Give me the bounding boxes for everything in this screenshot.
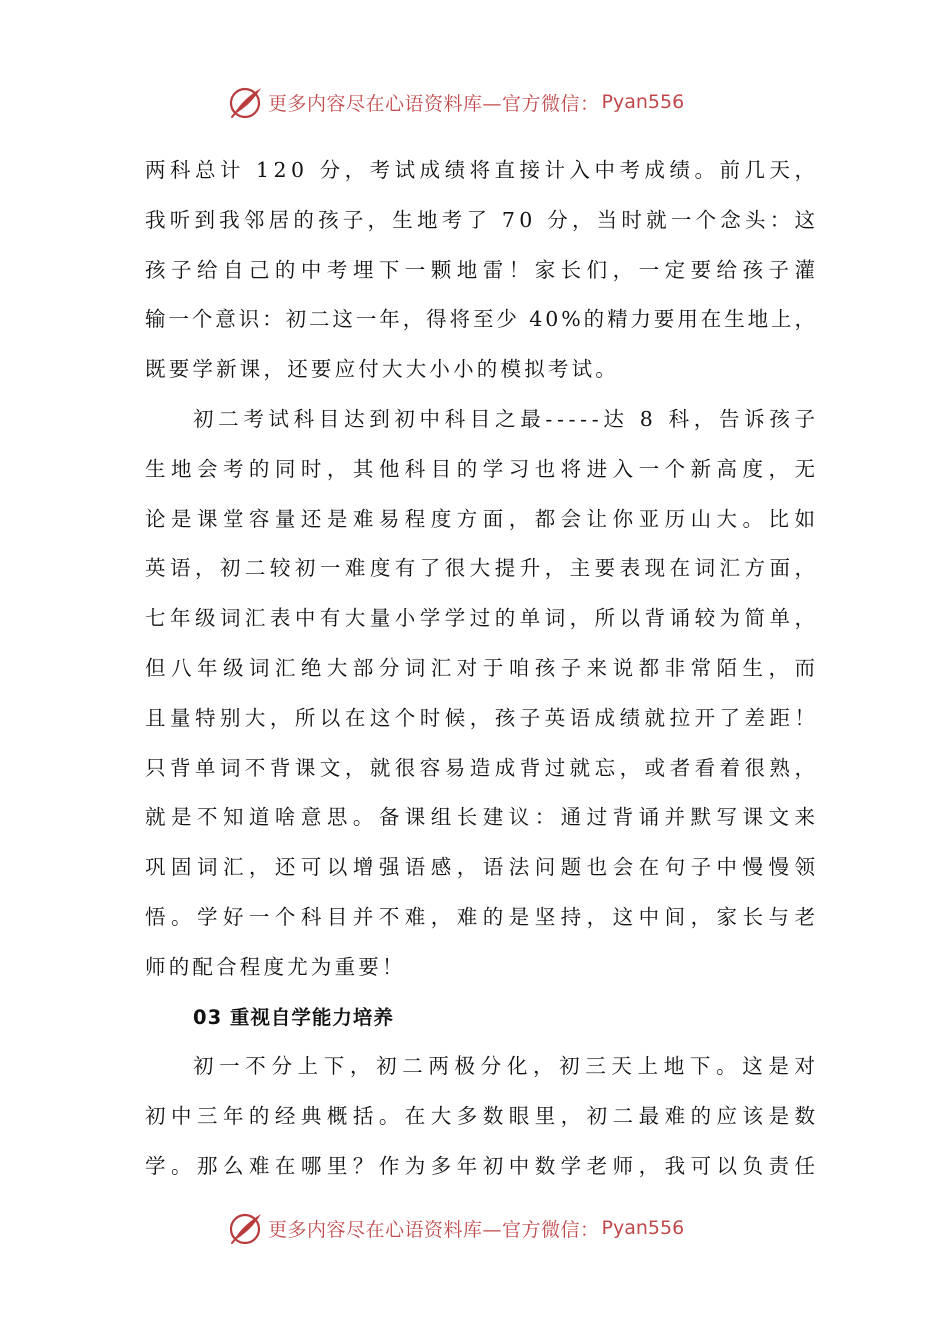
text-line: 英语，初二较初一难度有了很大提升，主要表现在词汇方面，: [145, 556, 820, 581]
text-line: 论是课堂容量还是难易程度方面，都会让你亚历山大。比如: [145, 506, 821, 531]
document-body: [145, 146, 821, 1192]
text-line: 师的配合程度尤为重要！: [145, 954, 406, 979]
text-line: 但八年级词汇绝大部分词汇对于咱孩子来说都非常陌生，而: [145, 655, 821, 680]
text-line: 就是不知道啥意思。备课组长建议：通过背诵并默写课文来: [145, 805, 821, 830]
text-line: 学。那么难在哪里？作为多年初中数学老师，我可以负责任: [145, 1153, 821, 1178]
text-line: 初中三年的经典概括。在大多数眼里，初二最难的应该是数: [145, 1104, 821, 1129]
text-line: 只背单词不背课文，就很容易造成背过就忘，或者看着很熟，: [145, 755, 820, 780]
text-line: 孩子给自己的中考埋下一颗地雷！家长们，一定要给孩子灌: [145, 257, 821, 282]
text-line: 悟。学好一个科目并不难，难的是坚持，这中间，家长与老: [145, 904, 821, 929]
text-line: 生地会考的同时，其他科目的学习也将进入一个新高度，无: [145, 456, 821, 481]
text-line: 两科总计 120 分，考试成绩将直接计入中考成绩。前几天，: [145, 158, 820, 182]
header-watermark: [228, 82, 728, 122]
text-line: 我听到我邻居的孩子，生地考了 70 分，当时就一个念头：这: [145, 207, 820, 232]
paragraph-first-line: 初一不分上下，初二两极分化，初三天上地下。这是对: [193, 1054, 821, 1079]
text-line: 巩固词汇，还可以增强语感，语法问题也会在句子中慢慢领: [145, 855, 821, 880]
quill-logo-icon: [228, 1210, 264, 1246]
text-line: 既要学新课，还要应付大大小小的模拟考试。: [145, 357, 619, 382]
footer-wechat-id: Pyan556: [601, 1217, 685, 1239]
text-line: 输一个意识：初二这一年，得将至少 40%的精力要用在生地上，: [145, 307, 818, 332]
header-wechat-id: Pyan556: [601, 91, 685, 113]
header-tagline: 更多内容尽在心语资料库—官方微信：: [268, 92, 600, 115]
quill-logo-icon: [228, 84, 264, 120]
footer-watermark: [228, 1208, 728, 1248]
footer-tagline: 更多内容尽在心语资料库—官方微信：: [268, 1218, 600, 1241]
text-line: 且量特别大，所以在这个时候，孩子英语成绩就拉开了差距！: [145, 705, 820, 730]
text-line: 七年级词汇表中有大量小学学过的单词，所以背诵较为简单，: [145, 606, 820, 631]
section-heading: 03 重视自学能力培养: [193, 1005, 394, 1029]
paragraph-first-line: 初二考试科目达到初中科目之最-----达 8 科，告诉孩子: [193, 406, 820, 431]
